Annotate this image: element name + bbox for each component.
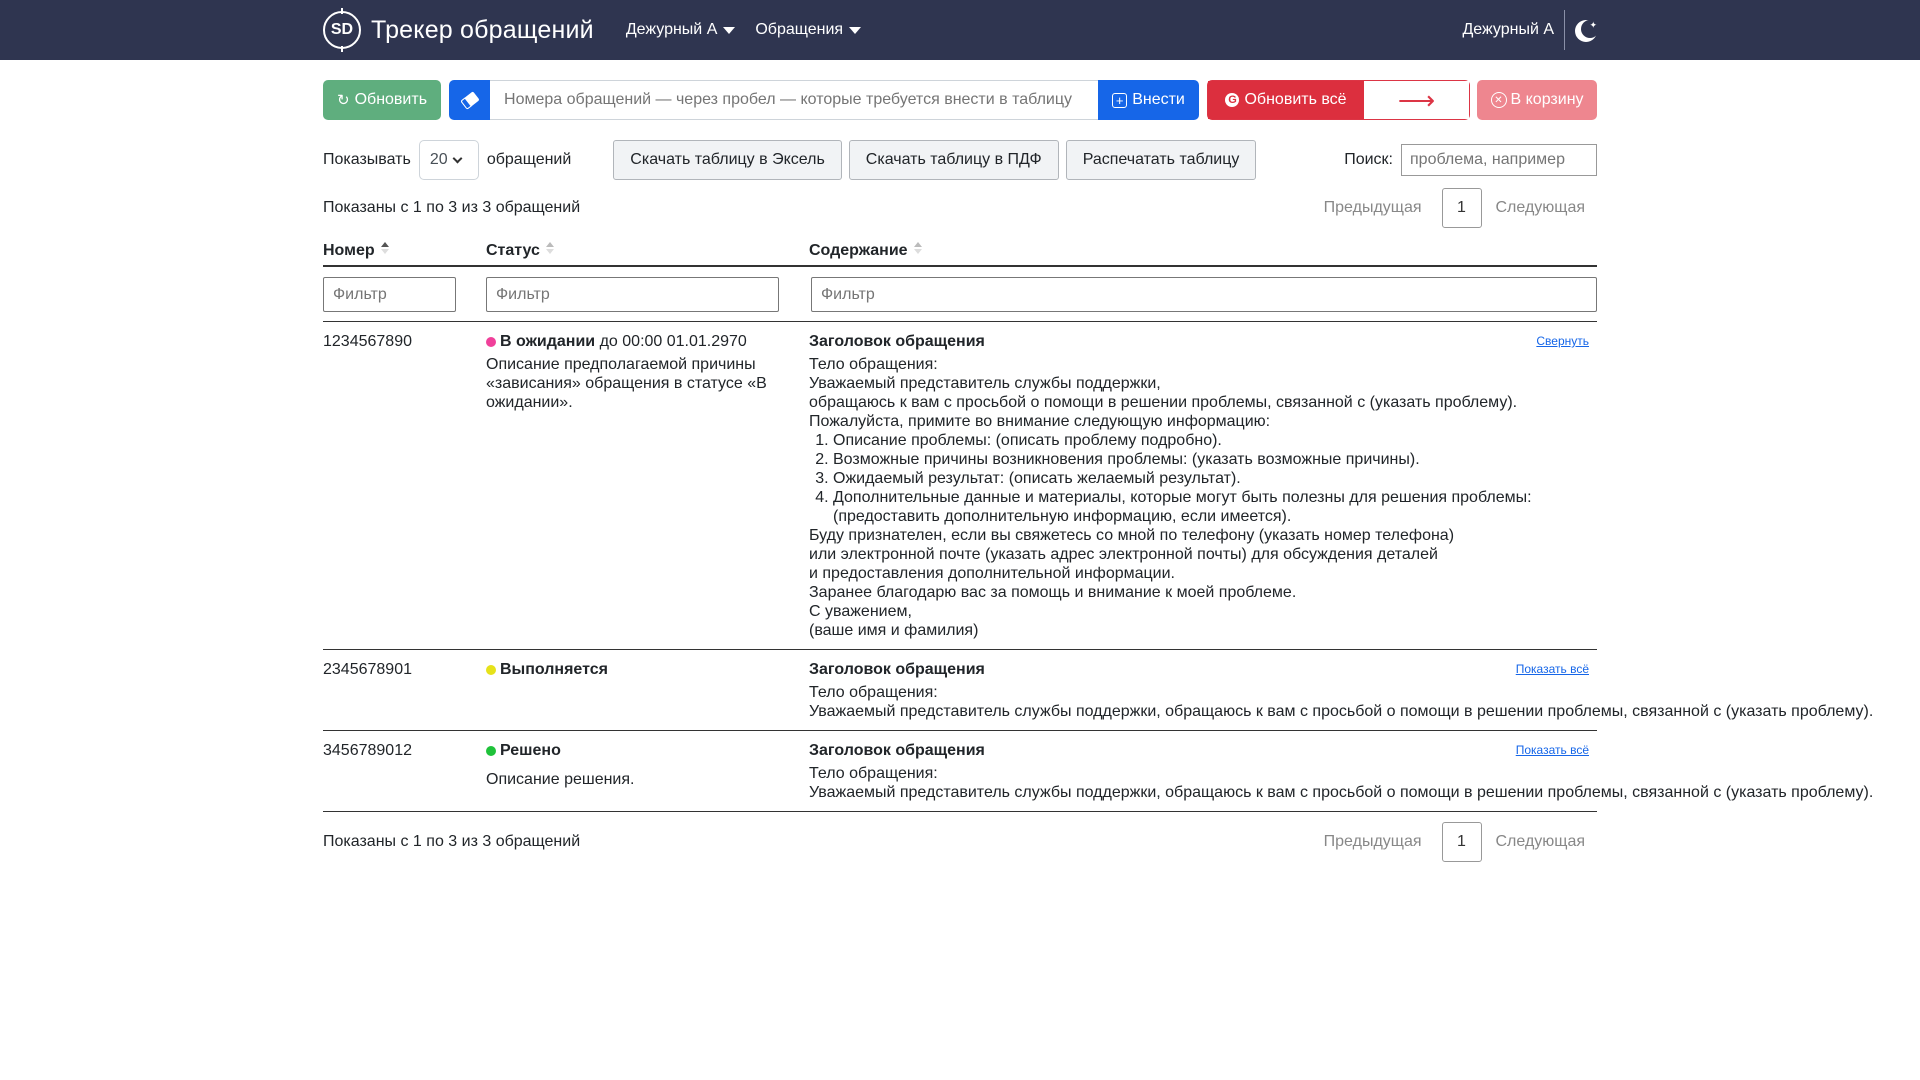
sort-icon — [546, 242, 554, 254]
filter-number-input[interactable] — [323, 277, 456, 312]
pagination-top — [323, 188, 1597, 228]
menu-duty-dropdown[interactable] — [626, 21, 736, 39]
header-number[interactable] — [323, 236, 486, 266]
ticket-number: 1234567890 — [323, 322, 486, 650]
body-line: С уважением, — [809, 603, 912, 620]
status-deadline: до 00:00 01.01.2970 — [595, 333, 747, 350]
header-content-label: Содержание — [809, 241, 908, 259]
refresh-all-button[interactable] — [1208, 81, 1364, 119]
plus-square-icon: + — [1112, 93, 1127, 108]
items-label: обращений — [486, 151, 572, 168]
list-continuation: (предоставить дополнительную информацию, если имеется). — [833, 508, 1292, 525]
page-button[interactable]: 1 — [1442, 188, 1482, 228]
refresh-label: Обновить — [354, 91, 428, 108]
page-button[interactable]: 1 — [1442, 822, 1482, 862]
list-item: 4. Дополнительные данные и материалы, которые могут быть полезны для решения проблемы: — [833, 488, 1597, 507]
ticket-number: 3456789012 — [323, 731, 486, 812]
list-item: 3. Ожидаемый результат: (описать желаемый результат). — [833, 469, 1597, 488]
menu-tickets-dropdown[interactable] — [755, 21, 861, 39]
nav-divider — [1564, 10, 1565, 50]
close-circle-icon: ✕ — [1491, 92, 1507, 108]
chevron-down-icon — [452, 153, 462, 163]
search-input[interactable] — [1401, 144, 1597, 176]
ticket-body — [809, 355, 1597, 640]
expand-link[interactable]: Показать всё — [1515, 743, 1589, 757]
body-label: Тело обращения: — [809, 765, 938, 782]
sort-asc-icon — [381, 242, 389, 254]
toolbar — [323, 80, 1597, 120]
tickets-table — [323, 236, 1874, 812]
menu-tickets-label: Обращения — [755, 21, 844, 38]
refresh-all-group — [1207, 80, 1470, 120]
next-page-button[interactable]: Следующая — [1495, 199, 1585, 216]
body-line: обращаюсь к вам с просьбой о помощи в решении проблемы, связанной с (указать проблему). — [809, 394, 1518, 411]
status-badge: Выполняется — [500, 661, 608, 678]
status-badge: Решено — [500, 742, 561, 759]
table-row[interactable] — [323, 322, 1597, 650]
body-line: Уважаемый представитель службы поддержки, — [809, 375, 1161, 392]
export-excel-button[interactable]: Скачать таблицу в Эксель — [613, 140, 841, 180]
ticket-number: 2345678901 — [323, 650, 486, 731]
ticket-title: Заголовок обращения — [809, 661, 985, 678]
body-line: и предоставления дополнительной информации. — [809, 565, 1175, 582]
print-button[interactable]: Распечатать таблицу — [1066, 140, 1257, 180]
navbar — [0, 0, 1920, 60]
page-size-select[interactable] — [419, 140, 479, 180]
header-status[interactable] — [486, 236, 809, 266]
table-controls — [323, 140, 1597, 180]
show-label: Показывать — [323, 151, 411, 168]
add-button[interactable] — [1098, 80, 1199, 120]
ticket-body — [809, 764, 1874, 802]
ticket-title: Заголовок обращения — [809, 333, 985, 350]
body-line: Заранее благодарю вас за помощь и внимание к моей проблеме. — [809, 584, 1297, 601]
filter-content-input[interactable] — [811, 277, 1597, 312]
sd-logo-icon: SD — [323, 11, 361, 49]
refresh-icon: ↻ — [337, 92, 350, 109]
body-list — [833, 431, 1597, 507]
collapse-link[interactable]: Свернуть — [1536, 334, 1589, 348]
caret-down-icon — [723, 27, 735, 34]
status-description: Описание предполагаемой причины «зависания» обращения в статусе «В ожидании». — [486, 356, 767, 411]
refresh-button[interactable] — [323, 80, 441, 120]
body-preview: Уважаемый представитель службы поддержки, обращаюсь к вам с просьбой о помощи в решении проблемы, связанной с (указать проблему). — [809, 703, 1874, 720]
expand-link[interactable]: Показать всё — [1515, 662, 1589, 676]
ticket-body — [809, 683, 1874, 721]
status-dot-icon — [486, 665, 496, 675]
table-info: Показаны с 1 по 3 из 3 обращений — [323, 199, 581, 216]
header-status-label: Статус — [486, 241, 540, 259]
next-page-button[interactable]: Следующая — [1495, 833, 1585, 850]
current-user[interactable]: Дежурный А — [1462, 21, 1554, 38]
body-line: (ваше имя и фамилия) — [809, 622, 979, 639]
body-label: Тело обращения: — [809, 684, 938, 701]
body-label: Тело обращения: — [809, 356, 938, 373]
list-item: 1. Описание проблемы: (описать проблему подробно). — [833, 431, 1597, 450]
status-dot-icon — [486, 746, 496, 756]
search-label: Поиск: — [1344, 151, 1393, 168]
caret-down-icon — [849, 27, 861, 34]
sort-icon — [914, 242, 922, 254]
trash-label: В корзину — [1510, 91, 1584, 108]
eraser-icon — [460, 91, 479, 110]
ticket-title: Заголовок обращения — [809, 742, 985, 759]
arrow-right-icon[interactable]: ⟶ — [1364, 81, 1469, 119]
brand[interactable] — [323, 11, 594, 49]
prev-page-button[interactable]: Предыдущая — [1323, 833, 1422, 850]
list-item: 2. Возможные причины возникновения проблемы: (указать возможные причины). — [833, 450, 1597, 469]
status-dot-icon — [486, 337, 496, 347]
menu-duty-label: Дежурный А — [625, 21, 718, 38]
status-description: Описание решения. — [486, 771, 635, 788]
add-label: Внести — [1132, 91, 1185, 108]
body-preview: Уважаемый представитель службы поддержки, обращаюсь к вам с просьбой о помощи в решении проблемы, связанной с (указать проблему). — [809, 784, 1874, 801]
table-row[interactable] — [323, 731, 1597, 812]
ticket-numbers-input[interactable] — [490, 80, 1098, 120]
status-badge: В ожидании — [500, 333, 596, 350]
body-line: Буду признателен, если вы свяжетесь со мной по телефону (указать номер телефона) — [809, 527, 1455, 544]
export-pdf-button[interactable]: Скачать таблицу в ПДФ — [849, 140, 1059, 180]
filter-status-input[interactable] — [486, 277, 779, 312]
table-info: Показаны с 1 по 3 из 3 обращений — [323, 833, 581, 850]
pagination-bottom — [323, 822, 1597, 862]
refresh-all-label: Обновить всё — [1244, 91, 1347, 108]
main-container — [323, 60, 1874, 862]
page-size-value: 20 — [429, 151, 448, 168]
add-tickets-group — [449, 80, 1199, 120]
body-line: или электронной почте (указать адрес электронной почты) для обсуждения деталей — [809, 546, 1438, 563]
app-title: Трекер обращений — [371, 15, 594, 44]
prev-page-button[interactable]: Предыдущая — [1323, 199, 1422, 216]
body-line: Пожалуйста, примите во внимание следующую информацию: — [809, 413, 1271, 430]
clear-input-button[interactable] — [449, 80, 490, 120]
header-content[interactable] — [809, 236, 1597, 266]
header-number-label: Номер — [323, 241, 375, 259]
trash-button[interactable] — [1477, 80, 1597, 120]
google-icon: G — [1225, 93, 1239, 107]
star-icon: ✦ — [1589, 20, 1597, 30]
table-row[interactable] — [323, 650, 1597, 731]
dark-mode-moon-icon[interactable] — [1575, 19, 1597, 41]
